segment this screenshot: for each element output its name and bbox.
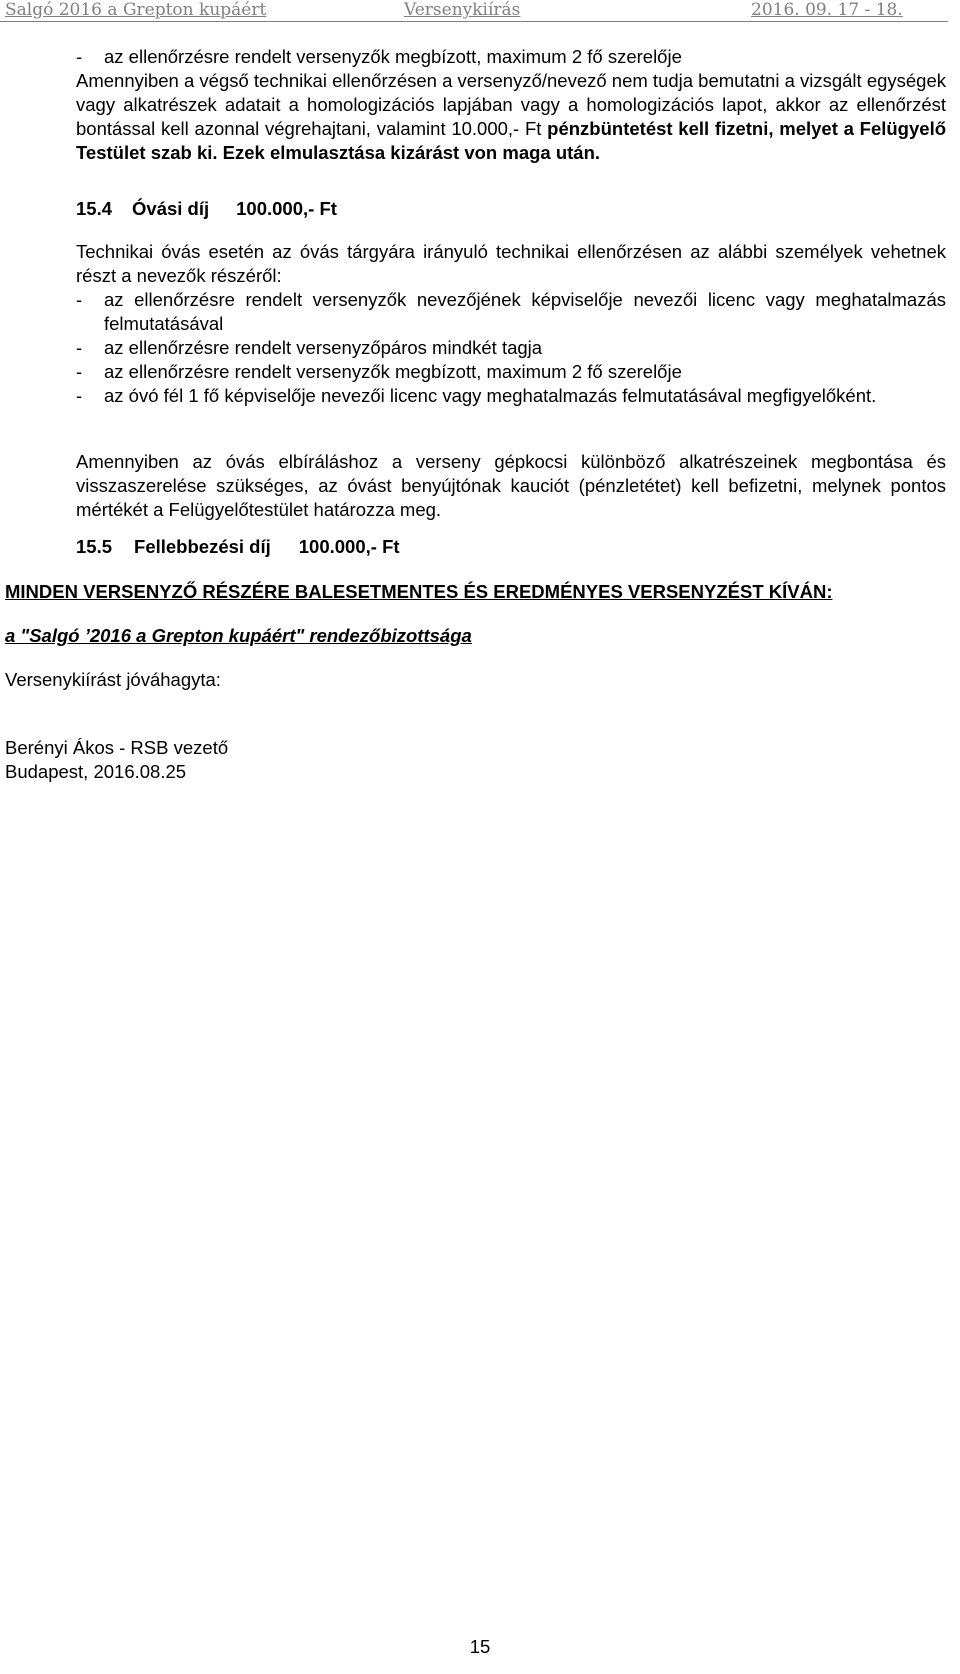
header-title: Salgó 2016 a Grepton kupáért — [5, 0, 267, 20]
section-number: 15.4 — [76, 198, 113, 219]
protest-intro-paragraph: Technikai óvás esetén az óvás tárgyára irányuló technikai ellenőrzésen az alábbi személyek vehetnek részt a nevezők részéről: — [76, 241, 946, 286]
page-number: 15 — [469, 1636, 491, 1657]
list-dash: - — [76, 361, 83, 382]
section-15-4-heading — [76, 197, 337, 221]
header-section: Versenykiírás — [404, 0, 521, 20]
list-item-text: az ellenőrzésre rendelt versenyzőpáros mindkét tagja — [104, 337, 543, 358]
organizer-name: a "Salgó ’2016 a Grepton kupáért" rendezőbizottsága — [5, 625, 472, 646]
header-date: 2016. 09. 17 - 18. — [751, 0, 903, 20]
closing-wish: MINDEN VERSENYZŐ RÉSZÉRE BALESETMENTES ÉS EREDMÉNYES VERSENYZÉST KÍVÁN: — [5, 581, 833, 602]
approval-label: Versenykiírást jóváhagyta: — [5, 669, 221, 690]
list-dash: - — [76, 289, 83, 310]
section-title: Óvási díj — [132, 198, 210, 219]
section-15-5-heading — [76, 535, 400, 559]
list-item-text: az ellenőrzésre rendelt versenyzők megbízott, maximum 2 fő szerelője — [104, 46, 682, 67]
list-item — [76, 336, 946, 360]
list-item-text: az óvó fél 1 fő képviselője nevezői licenc vagy meghatalmazás felmutatásával megfigyelőként. — [104, 385, 877, 406]
section-title: Fellebbezési díj — [134, 536, 271, 557]
list-dash: - — [76, 46, 83, 67]
deposit-paragraph: Amennyiben az óvás elbíráláshoz a verseny gépkocsi különböző alkatrészeinek megbontása és visszaszerelése szükséges, az óvást benyújtónak kauciót (pénzletétet) kell befizetni, melynek pontos mértékét a Felügyelőtestület határozza meg. — [76, 451, 946, 520]
list-dash: - — [76, 337, 83, 358]
list-item — [76, 45, 946, 69]
list-item-text: az ellenőrzésre rendelt versenyzők megbízott, maximum 2 fő szerelője — [104, 361, 682, 382]
section-amount: 100.000,- Ft — [236, 198, 337, 219]
penalty-text-bold: pénzbüntetést kell fizetni, melyet a Felügyelő Testület szab ki. Ezek elmulasztása kizárást von maga után. — [76, 118, 947, 163]
penalty-text: Amennyiben a végső technikai ellenőrzésen a versenyző/nevező nem tudja bemutatni a vizsgált egységek vagy alkatrészek adatait a homologizációs lapjában vagy a homologizációs lapot, akkor az ellenőrzést bontással kell azonnal végrehajtani, valamint 10.000,- Ft — [76, 70, 947, 139]
running-header — [0, 0, 960, 22]
list-dash: - — [76, 385, 83, 406]
list-item-text: az ellenőrzésre rendelt versenyzők nevezőjének képviselője nevezői licenc vagy meghatalmazás felmutatásával — [104, 289, 946, 334]
header-rule — [0, 21, 948, 22]
place-date: Budapest, 2016.08.25 — [5, 761, 187, 782]
signatory: Berényi Ákos - RSB vezető — [5, 737, 229, 758]
penalty-paragraph — [76, 69, 946, 165]
list-item — [76, 288, 946, 336]
section-amount: 100.000,- Ft — [298, 536, 400, 557]
list-item — [76, 360, 946, 384]
section-number: 15.5 — [76, 536, 113, 557]
list-item — [76, 384, 946, 408]
